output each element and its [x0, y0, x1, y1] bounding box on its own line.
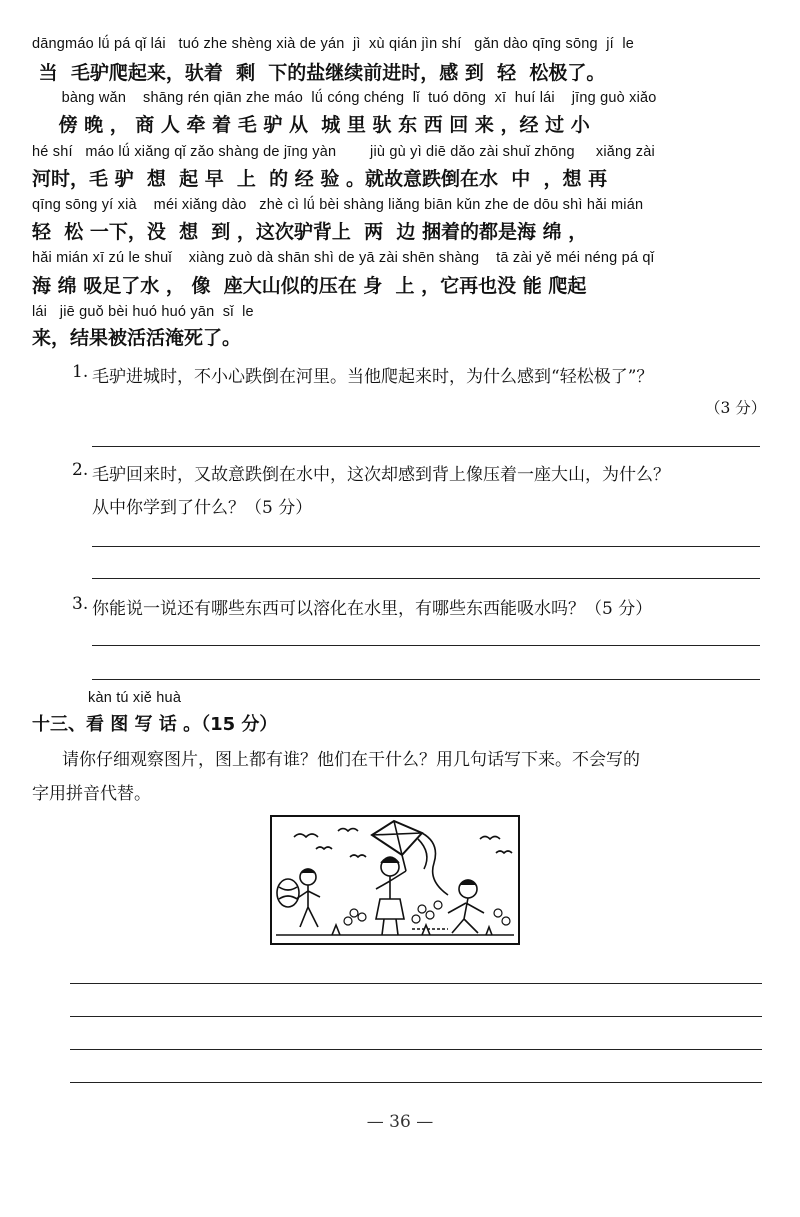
pinyin-line-1: dāngmáo lǘ pá qǐ lái tuó zhe shèng xià de yán jì xù qián jìn shí gǎn dào qīng sōng jí le	[32, 36, 635, 52]
question-number: 2.	[72, 460, 89, 480]
answer-line[interactable]	[92, 645, 760, 646]
question-text: 你能说一说还有哪些东西可以溶化在水里，有哪些东西能吸水吗？（5 分）	[92, 599, 653, 619]
writing-line[interactable]	[70, 983, 762, 984]
hanzi-line-5: 海 绵 吸足了水 ， 像 座大山似的压在 身 上 ，它再也没 能 爬起	[32, 275, 587, 297]
answer-line[interactable]	[92, 578, 760, 579]
pinyin-line-4: qīng sōng yí xià méi xiǎng dào zhè cì lǘ bèi shàng liǎng biān kǔn zhe de dōu shì hǎi mián	[32, 197, 644, 213]
hanzi-line-3: 河时，毛 驴 想 起 早 上 的 经 验 。就故意跌倒在水 中 ，想 再	[32, 168, 608, 190]
writing-line[interactable]	[70, 1082, 762, 1083]
hanzi-line-2: 傍 晚 ， 商 人 牵 着 毛 驴 从 城 里 驮 东 西 回 来 ，经 过 小	[32, 114, 590, 136]
question-text: 毛驴回来时，又故意跌倒在水中，这次却感到背上像压着一座大山，为什么？	[92, 465, 670, 485]
hanzi-line-1: 当 毛驴爬起来，驮着 剩 下的盐继续前进时，感 到 轻 松极了。	[32, 62, 606, 84]
hanzi-line-6: 来，结果被活活淹死了。	[32, 327, 242, 349]
writing-line[interactable]	[70, 1016, 762, 1017]
hanzi-line-4: 轻 松 一下，没 想 到 ，这次驴背上 两 边 捆着的都是海 绵 ，	[32, 221, 588, 243]
writing-line[interactable]	[70, 1049, 762, 1050]
question-number: 3.	[72, 594, 89, 614]
kite-illustration	[270, 815, 520, 945]
pinyin-line-5: hǎi mián xī zú le shuǐ xiàng zuò dà shān shì de yā zài shēn shàng tā zài yě méi néng pá qǐ	[32, 250, 655, 266]
question-score: （3 分）	[705, 399, 767, 417]
section-title-pinyin: kàn tú xiě huà	[88, 690, 182, 706]
answer-line[interactable]	[92, 446, 760, 447]
pinyin-line-3: hé shí máo lǘ xiǎng qǐ zǎo shàng de jīng yàn jiù gù yì diē dǎo zài shuǐ zhōng xiǎng zài	[32, 144, 655, 160]
question-text: 毛驴进城时，不小心跌倒在河里。当他爬起来时，为什么感到“轻松极了”？	[92, 367, 654, 387]
question-text-continued: 从中你学到了什么？（5 分）	[92, 498, 313, 518]
pinyin-line-2: bàng wǎn shāng rén qiān zhe máo lǘ cóng chéng lǐ tuó dōng xī huí lái jīng guò xiǎo	[32, 90, 657, 106]
pinyin-line-6: lái jiē guǒ bèi huó huó yān sǐ le	[32, 304, 254, 320]
answer-line[interactable]	[92, 679, 760, 680]
answer-line[interactable]	[92, 546, 760, 547]
section-title: 十三、看 图 写 话 。（15 分）	[32, 714, 278, 735]
page-number: — 36 —	[366, 1112, 434, 1132]
instruction-line-1: 请你仔细观察图片，图上都有谁？他们在干什么？用几句话写下来。不会写的	[62, 750, 640, 770]
instruction-line-2: 字用拼音代替。	[32, 784, 151, 804]
question-number: 1.	[72, 362, 89, 382]
